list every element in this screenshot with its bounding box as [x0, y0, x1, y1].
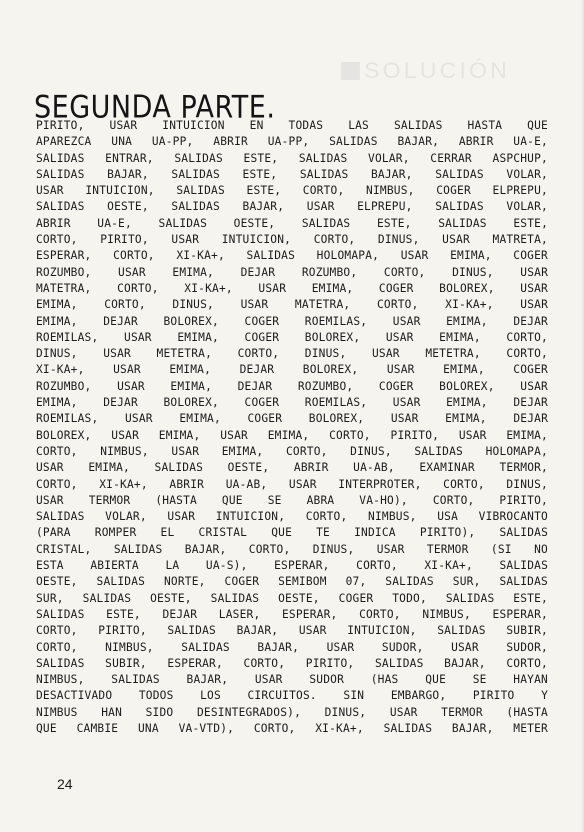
text-line: DESACTIVADO TODOS LOS CIRCUITOS. SIN EMBARGO, PIRITO Y [36, 689, 548, 703]
text-line: EMIMA, CORTO, DINUS, USAR MATETRA, CORTO, XI-KA+, USAR [36, 298, 548, 312]
text-line: SALIDAS OESTE, SALIDAS BAJAR, USAR ELPREPU, SALIDAS VOLAR, [36, 200, 548, 214]
text-line: USAR INTUICION, SALIDAS ESTE, CORTO, NIMBUS, COGER ELPREPU, [36, 184, 548, 198]
text-line: SALIDAS ENTRAR, SALIDAS ESTE, SALIDAS VOLAR, CERRAR ASPCHUP, [36, 151, 548, 165]
text-line: USAR EMIMA, SALIDAS OESTE, ABRIR UA-AB, EXAMINAR TERMOR, [36, 461, 548, 475]
text-line: CORTO, NIMBUS, USAR EMIMA, CORTO, DINUS, SALIDAS HOLOMAPA, [36, 444, 548, 458]
text-line: ROEMILAS, USAR EMIMA, COGER BOLOREX, USAR EMIMA, DEJAR [36, 412, 548, 426]
text-line: DINUS, USAR METETRA, CORTO, DINUS, USAR METETRA, CORTO, [36, 347, 548, 361]
text-line: QUE CAMBIE UNA VA-VTD), CORTO, XI-KA+, SALIDAS BAJAR, METER [36, 721, 548, 735]
text-line: CRISTAL, SALIDAS BAJAR, CORTO, DINUS, USAR TERMOR (SI NO [36, 542, 548, 556]
text-line: SALIDAS SUBIR, ESPERAR, CORTO, PIRITO, SALIDAS BAJAR, CORTO, [36, 656, 548, 670]
text-line: NIMBUS, SALIDAS BAJAR, USAR SUDOR (HAS QUE SE HAYAN [36, 673, 548, 687]
text-line: ROEMILAS, USAR EMIMA, COGER BOLOREX, USAR EMIMA, CORTO, [36, 330, 548, 344]
text-line: APAREZCA UNA UA-PP, ABRIR UA-PP, SALIDAS BAJAR, ABRIR UA-E, [36, 135, 548, 149]
text-line: SALIDAS BAJAR, SALIDAS ESTE, SALIDAS BAJAR, SALIDAS VOLAR, [36, 167, 548, 181]
text-line: CORTO, PIRITO, SALIDAS BAJAR, USAR INTUICION, SALIDAS SUBIR, [36, 624, 548, 638]
text-line: CORTO, NIMBUS, SALIDAS BAJAR, USAR SUDOR, USAR SUDOR, [36, 640, 548, 654]
text-line: ESPERAR, CORTO, XI-KA+, SALIDAS HOLOMAPA, USAR EMIMA, COGER [36, 249, 548, 263]
text-line: NIMBUS HAN SIDO DESINTEGRADOS), DINUS, USAR TERMOR (HASTA [36, 705, 548, 719]
text-line: ROZUMBO, USAR EMIMA, DEJAR ROZUMBO, CORTO, DINUS, USAR [36, 265, 548, 279]
text-line: SALIDAS ESTE, DEJAR LASER, ESPERAR, CORTO, NIMBUS, ESPERAR, [36, 607, 548, 621]
text-line: BOLOREX, USAR EMIMA, USAR EMIMA, CORTO, PIRITO, USAR EMIMA, [36, 428, 548, 442]
text-line: OESTE, SALIDAS NORTE, COGER SEMIBOM 07, SALIDAS SUR, SALIDAS [36, 575, 548, 589]
text-line: EMIMA, DEJAR BOLOREX, COGER ROEMILAS, USAR EMIMA, DEJAR [36, 314, 548, 328]
text-line: MATETRA, CORTO, XI-KA+, USAR EMIMA, COGER BOLOREX, USAR [36, 281, 548, 295]
text-line: SALIDAS VOLAR, USAR INTUICION, CORTO, NIMBUS, USA VIBROCANTO [36, 510, 548, 524]
walkthrough-text [36, 118, 548, 737]
ghost-heading-text: SOLUCIÓN [364, 58, 510, 83]
text-line: ROZUMBO, USAR EMIMA, DEJAR ROZUMBO, COGER BOLOREX, USAR [36, 379, 548, 393]
ghost-square-icon [341, 62, 360, 80]
text-line: CORTO, XI-KA+, ABRIR UA-AB, USAR INTERPROTER, CORTO, DINUS, [36, 477, 548, 491]
text-line: ESTA ABIERTA LA UA-S), ESPERAR, CORTO, XI-KA+, SALIDAS [36, 559, 548, 573]
text-line: EMIMA, DEJAR BOLOREX, COGER ROEMILAS, USAR EMIMA, DEJAR [36, 396, 548, 410]
text-line: USAR TERMOR (HASTA QUE SE ABRA VA-HO), CORTO, PIRITO, [36, 493, 548, 507]
bleed-through-heading [341, 58, 510, 84]
text-line: XI-KA+, USAR EMIMA, DEJAR BOLOREX, USAR EMIMA, COGER [36, 363, 548, 377]
text-line: CORTO, PIRITO, USAR INTUICION, CORTO, DINUS, USAR MATRETA, [36, 233, 548, 247]
text-line: PIRITO, USAR INTUICION EN TODAS LAS SALIDAS HASTA QUE [36, 119, 548, 132]
section-heading: SEGUNDA PARTE. [34, 90, 276, 126]
text-line: (PARA ROMPER EL CRISTAL QUE TE INDICA PIRITO), SALIDAS [36, 526, 548, 540]
page-number: 24 [57, 776, 73, 792]
text-line: SUR, SALIDAS OESTE, SALIDAS OESTE, COGER TODO, SALIDAS ESTE, [36, 591, 548, 605]
text-line: ABRIR UA-E, SALIDAS OESTE, SALIDAS ESTE, SALIDAS ESTE, [36, 216, 548, 230]
